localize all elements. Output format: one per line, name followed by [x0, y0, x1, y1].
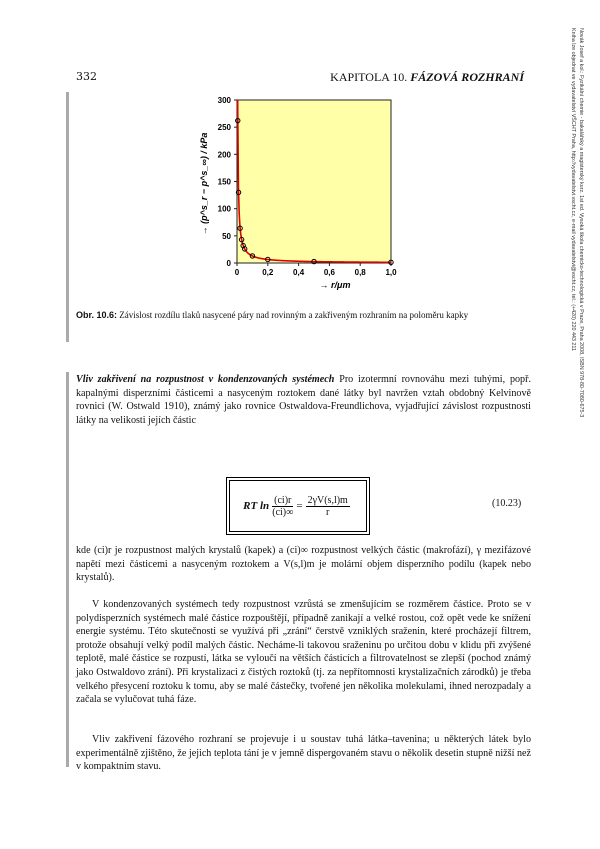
eq-frac2-den: r	[326, 506, 330, 518]
plot-area	[237, 100, 391, 263]
y-axis-label: → (p^s_r − p^s_∞) / kPa	[199, 132, 209, 236]
y-tick-label: 0	[226, 259, 231, 268]
x-tick-label: 0,6	[323, 268, 335, 277]
x-tick-label: 0,8	[354, 268, 366, 277]
side-note-line1: Novák Josef a kol.: Fyzikální chemie - bakalářský a magisterský kurz. 1st ed. Vysoká škola chemicko-technologická v Praze, Praha 2008, ISBN 978-80-7080-675-3	[578, 28, 584, 418]
y-tick-label: 200	[217, 150, 231, 160]
y-tick-label: 300	[217, 96, 231, 105]
margin-bar	[66, 372, 69, 767]
caption-text: Závislost rozdílu tlaků nasycené páry nad rovinným a zakřiveným rozhraním na poloměru kapky	[119, 310, 469, 320]
x-axis-label: → r/μm	[319, 280, 351, 290]
y-tick-label: 50	[222, 231, 231, 241]
eq-frac1-num: (ci)r	[274, 494, 292, 506]
chapter-title: FÁZOVÁ ROZHRANÍ	[410, 70, 524, 84]
eq-fraction-2	[306, 495, 350, 518]
chapter-label: KAPITOLA 10.	[330, 70, 408, 84]
section-paragraph	[76, 373, 531, 427]
x-tick-label: 1,0	[385, 268, 397, 277]
eq-fraction-1	[272, 495, 293, 518]
y-tick-label: 150	[217, 177, 231, 187]
section-intro: Pro izotermní rovnováhu mezi tuhými, popř. kapalnými disperzními částicemi a nasyceným roztokem dané látky byl navržen vztah obdobný Kelvinově rovnici (W. Ostwald 1910), známý jako rovnice Ostwaldova-Freundlichova, vyjadřující závislost rozpustnosti látky na velikosti jejích částic	[76, 374, 531, 426]
side-note	[569, 28, 585, 718]
running-header	[330, 70, 524, 85]
eq-frac2-num: 2γV(s,l)m	[307, 494, 348, 506]
side-note-line2: Kniha lze objednat ve vydavatelství VŠCHT Praha, http://vydavatelstvi.vscht.cz, e-mail vydavatelstvi@vscht.cz, tel.: (+420) 220 443 211	[570, 28, 576, 352]
x-tick-label: 0	[234, 268, 240, 277]
x-tick-label: 0,4	[293, 268, 305, 277]
paragraph-1: kde (ci)r je rozpustnost malých krystalů (kapek) a (ci)∞ rozpustnost velkých částic (makrofází), γ mezifázové napětí mezi částicemi a nasyceným roztokem a V(s,l)m je molární objem disperzního podílu (kapek nebo krystalů).	[76, 545, 531, 584]
eq-frac1-den: (ci)∞	[272, 506, 294, 518]
margin-bar	[66, 92, 69, 342]
x-tick-label: 0,2	[262, 268, 274, 277]
figure-caption	[76, 309, 532, 322]
eq-equals: =	[296, 500, 303, 512]
page-number: 332	[76, 70, 97, 83]
paragraph-3: Vliv zakřivení fázového rozhraní se projevuje i u soustav tuhá látka–tavenina; u některých látek bylo experimentálně zjištěno, že jejich teplota tání je v jemně dispergovaném stavu o několik desetin stupně nižší než v kompaktním stavu.	[76, 734, 531, 773]
section-title: Vliv zakřivení na rozpustnost v kondenzovaných systémech	[76, 374, 335, 385]
figure-chart	[195, 92, 405, 292]
y-tick-label: 100	[217, 204, 231, 214]
y-tick-label: 250	[217, 123, 231, 133]
equation-box	[229, 480, 367, 532]
paragraph-2: V kondenzovaných systémech tedy rozpustnost vzrůstá se zmenšujícím se rozměrem částice. Proto se v polydisperzních systémech malé částice rozpouštějí, případně zanikají a velké rostou, což opět vede ke snížení energie systému. Této skutečnosti se využívá při „zrání“ čerstvě vzniklých sraženin, které procházejí filtrem, protože obsahují velký podíl malých částic. Necháme-li takovou sraženinu po určitou dobu v klidu při zvýšené teplotě, malé částice se rozpustí, látka se vyloučí na větších částicích a filtrovatelnost se zlepší (pochod známý jako Ostwaldovo zrání). Při krystalizaci z čistých roztoků (tj. za nepřítomnosti krystalizačních zárodků) je třeba velkého přesycení roztoku k tomu, aby se malé částečky, tvořené jen několika molekulami, ihned nerozpadaly a začala se vylučovat tuhá fáze.	[76, 599, 531, 706]
equation-number: (10.23)	[492, 498, 522, 509]
eq-lhs: RT ln	[243, 500, 270, 512]
caption-label: Obr. 10.6:	[76, 310, 118, 320]
